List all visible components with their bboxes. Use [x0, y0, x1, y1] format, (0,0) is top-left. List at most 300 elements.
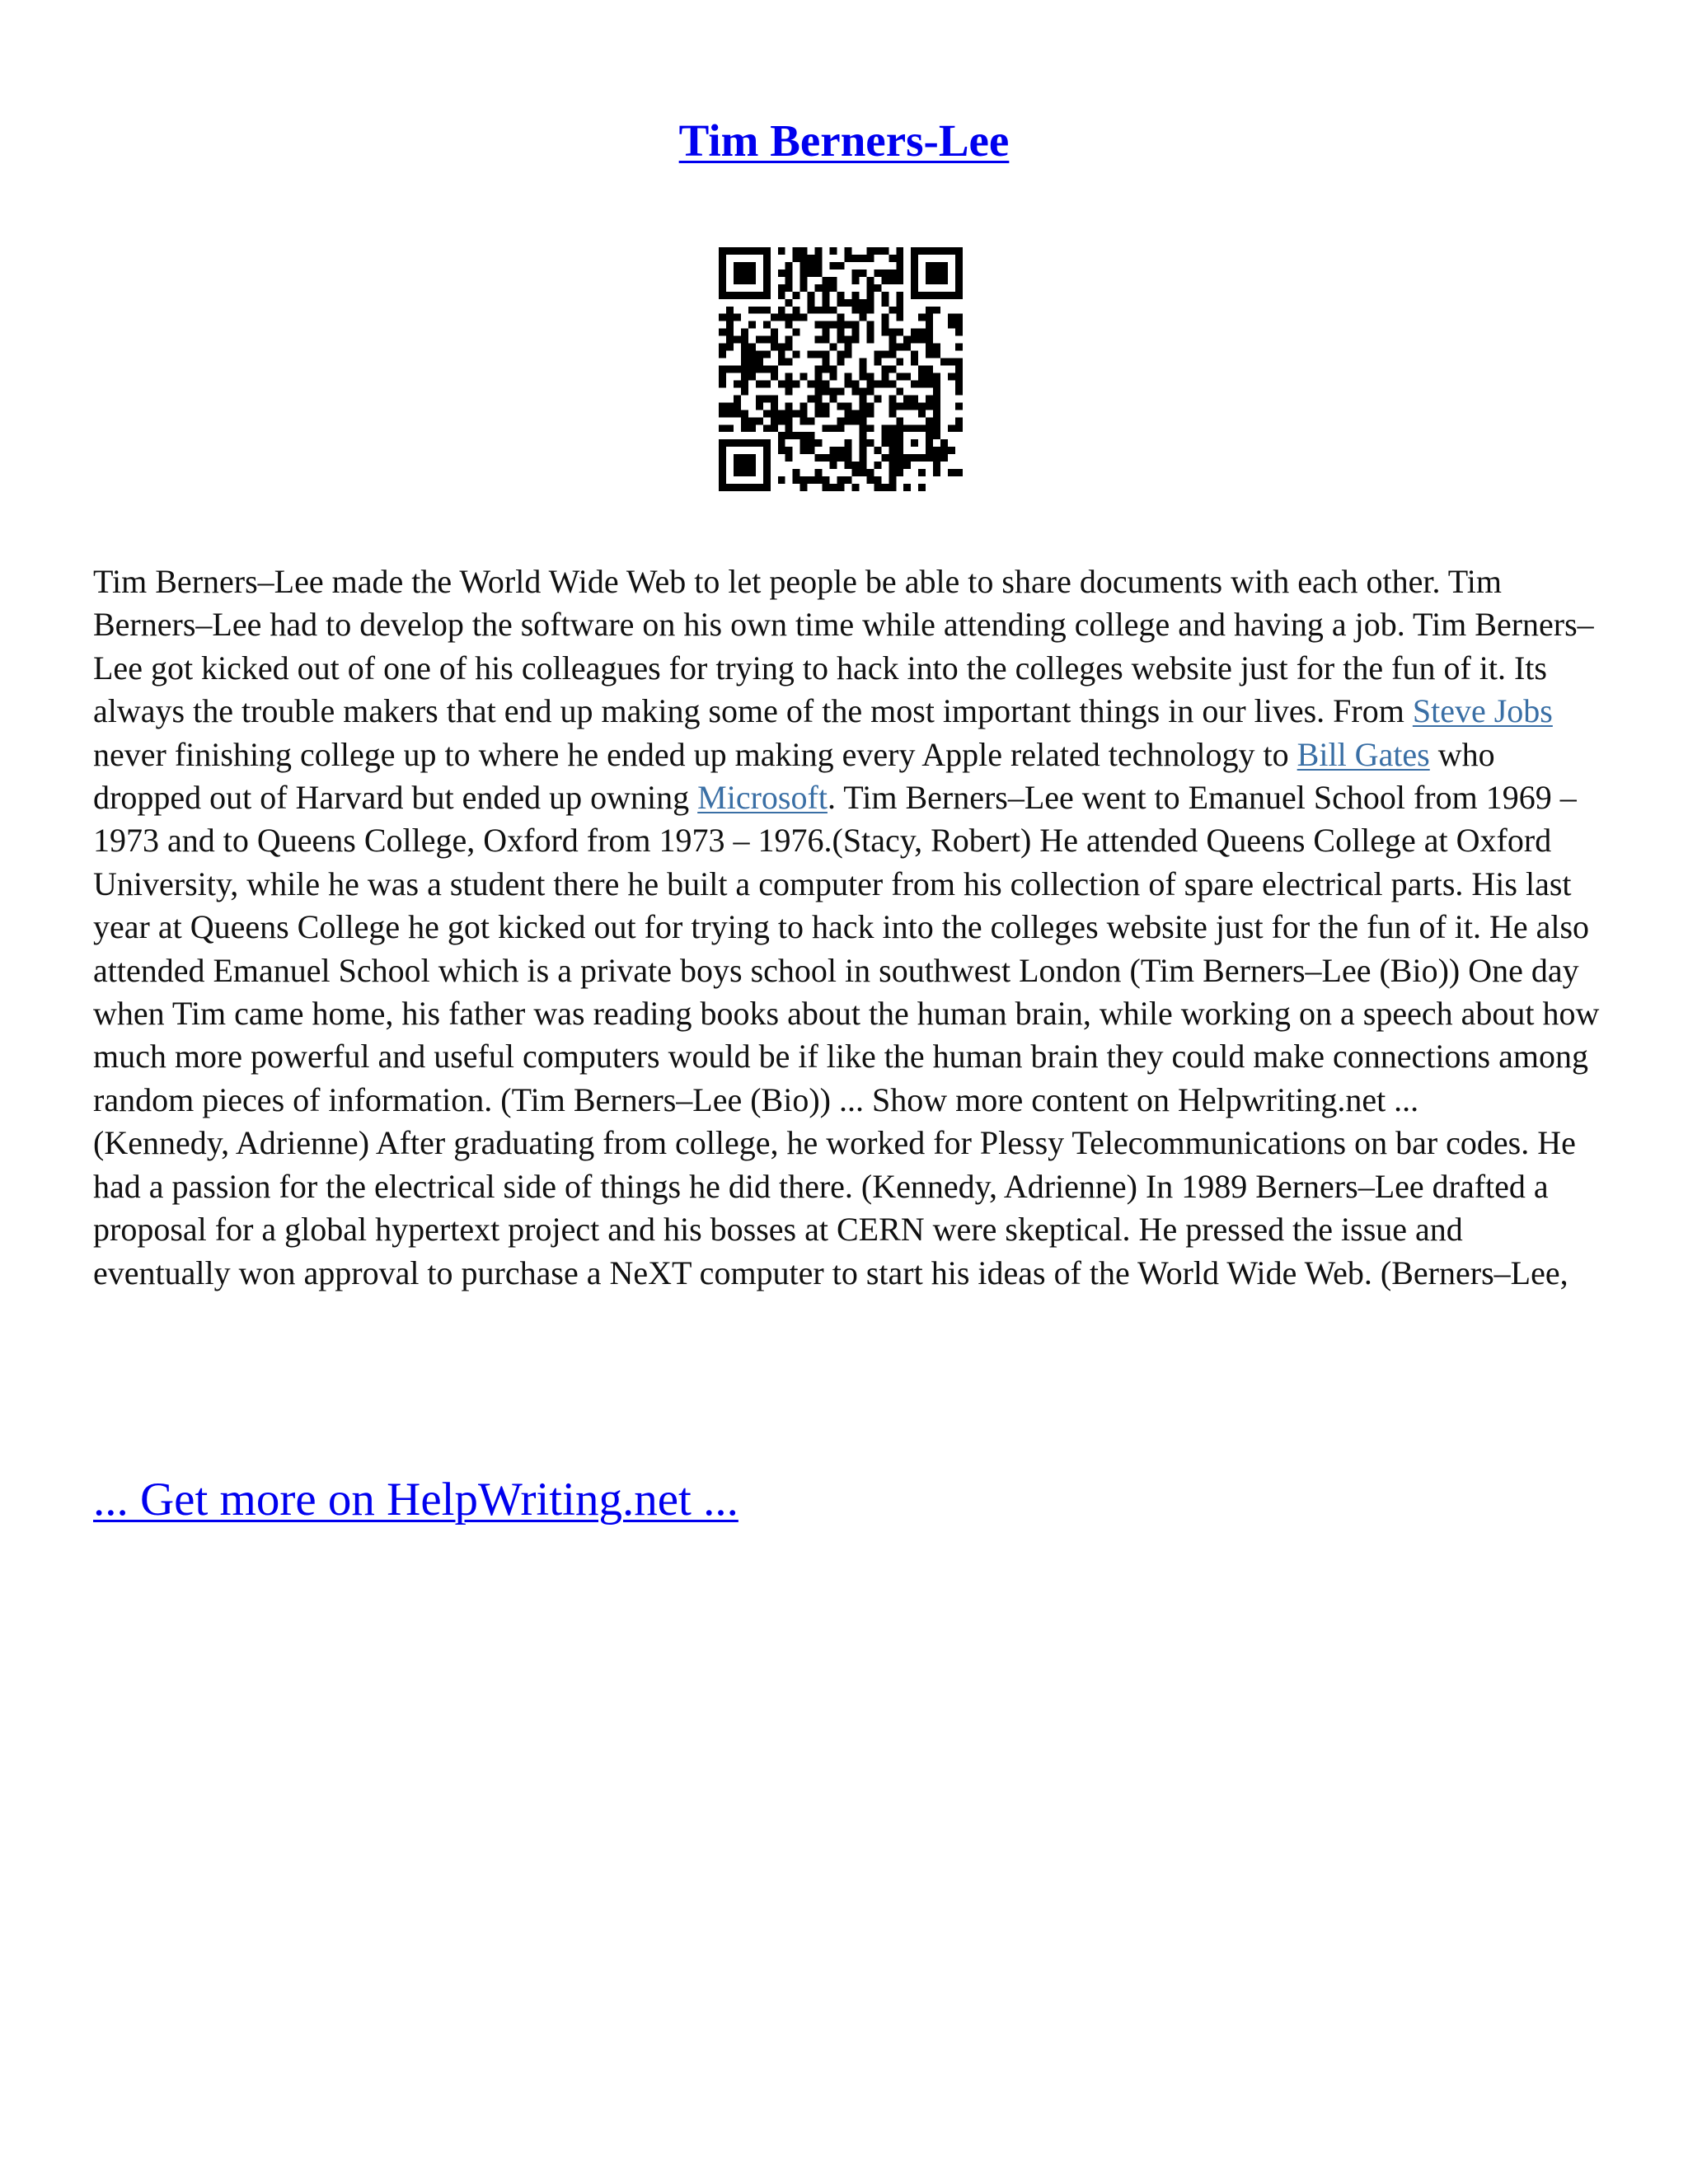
- qr-module: [859, 395, 866, 402]
- qr-module: [823, 380, 830, 387]
- qr-module: [844, 255, 851, 262]
- qr-module: [756, 351, 763, 359]
- qr-module: [889, 402, 896, 410]
- qr-module: [785, 380, 793, 387]
- qr-module: [778, 344, 785, 351]
- qr-module: [800, 373, 808, 380]
- qr-module: [808, 292, 815, 299]
- qr-module: [778, 439, 785, 447]
- qr-module: [830, 454, 837, 462]
- qr-finder-inner: [926, 262, 948, 284]
- qr-module: [889, 469, 896, 476]
- qr-module: [926, 351, 933, 359]
- qr-module: [955, 366, 963, 373]
- qr-module: [926, 307, 933, 314]
- qr-module: [933, 351, 940, 359]
- qr-module: [808, 255, 815, 262]
- qr-module: [785, 336, 793, 344]
- get-more-link[interactable]: ... Get more on HelpWriting.net ...: [93, 1474, 738, 1526]
- qr-module: [896, 344, 903, 351]
- qr-module: [830, 284, 837, 292]
- qr-module: [918, 380, 926, 387]
- qr-module: [778, 476, 785, 484]
- qr-module: [823, 284, 830, 292]
- bill-gates-link[interactable]: Bill Gates: [1296, 735, 1430, 773]
- qr-module: [741, 329, 748, 336]
- qr-module: [926, 344, 933, 351]
- qr-module: [837, 402, 845, 410]
- qr-module: [785, 387, 793, 395]
- qr-module: [933, 373, 940, 380]
- qr-module: [926, 321, 933, 329]
- qr-module: [874, 395, 881, 402]
- qr-module: [844, 417, 851, 424]
- qr-module: [785, 424, 793, 432]
- qr-module: [800, 255, 808, 262]
- qr-module: [903, 484, 911, 491]
- qr-module: [837, 424, 845, 432]
- qr-module: [889, 476, 896, 484]
- qr-module: [881, 269, 889, 277]
- qr-module: [933, 454, 940, 462]
- qr-module: [889, 277, 896, 284]
- qr-module: [859, 454, 866, 462]
- qr-module: [719, 402, 726, 410]
- qr-module: [918, 366, 926, 373]
- qr-module: [940, 359, 948, 366]
- qr-module: [785, 454, 793, 462]
- qr-module: [851, 336, 859, 344]
- qr-module: [800, 284, 808, 292]
- qr-module: [837, 262, 845, 269]
- qr-module: [896, 247, 903, 255]
- qr-module: [889, 380, 896, 387]
- qr-module: [874, 247, 881, 255]
- qr-module: [851, 410, 859, 417]
- qr-module: [793, 351, 800, 359]
- qr-module: [771, 373, 778, 380]
- qr-module: [823, 321, 830, 329]
- qr-module: [830, 321, 837, 329]
- qr-module: [911, 329, 918, 336]
- qr-module: [874, 462, 881, 469]
- qr-module: [837, 484, 845, 491]
- qr-module: [741, 359, 748, 366]
- qr-module: [815, 307, 823, 314]
- qr-module: [851, 277, 859, 284]
- qr-module: [889, 462, 896, 469]
- qr-module: [741, 380, 748, 387]
- qr-module: [808, 395, 815, 402]
- qr-module: [763, 351, 771, 359]
- qr-module: [926, 329, 933, 336]
- qr-module: [948, 359, 955, 366]
- qr-module: [823, 292, 830, 299]
- qr-module: [785, 277, 793, 284]
- qr-module: [859, 387, 866, 395]
- qr-module: [874, 351, 881, 359]
- qr-module: [866, 380, 874, 387]
- qr-module: [734, 402, 741, 410]
- qr-module: [734, 366, 741, 373]
- qr-module: [866, 402, 874, 410]
- qr-module: [726, 410, 734, 417]
- qr-module: [800, 410, 808, 417]
- qr-module: [911, 351, 918, 359]
- qr-module: [918, 336, 926, 344]
- qr-module: [859, 366, 866, 373]
- qr-module: [793, 292, 800, 299]
- qr-module: [771, 344, 778, 351]
- qr-module: [815, 351, 823, 359]
- qr-module: [859, 439, 866, 447]
- qr-module: [851, 329, 859, 336]
- qr-module: [778, 284, 785, 292]
- qr-module: [881, 424, 889, 432]
- qr-module: [726, 424, 734, 432]
- qr-module: [823, 299, 830, 307]
- qr-module: [844, 247, 851, 255]
- qr-module: [859, 424, 866, 432]
- qr-module: [748, 344, 756, 351]
- qr-module: [808, 380, 815, 387]
- qr-module: [793, 329, 800, 336]
- qr-module: [808, 262, 815, 269]
- qr-module: [881, 314, 889, 321]
- qr-module: [851, 469, 859, 476]
- qr-module: [719, 366, 726, 373]
- qr-module: [844, 373, 851, 380]
- qr-module: [955, 469, 963, 476]
- qr-module: [866, 387, 874, 395]
- qr-module: [918, 329, 926, 336]
- qr-module: [866, 299, 874, 307]
- qr-module: [948, 469, 955, 476]
- qr-module: [851, 462, 859, 469]
- qr-module: [881, 380, 889, 387]
- qr-module: [815, 476, 823, 484]
- qr-module: [793, 469, 800, 476]
- qr-module: [823, 277, 830, 284]
- qr-module: [859, 432, 866, 439]
- qr-module: [734, 336, 741, 344]
- qr-module: [815, 439, 823, 447]
- qr-module: [859, 373, 866, 380]
- qr-module: [823, 402, 830, 410]
- qr-align-inner: [911, 439, 918, 447]
- microsoft-link[interactable]: Microsoft: [697, 779, 828, 817]
- qr-module: [785, 402, 793, 410]
- qr-module: [756, 336, 763, 344]
- qr-module: [844, 321, 851, 329]
- qr-module: [918, 373, 926, 380]
- qr-module: [889, 395, 896, 402]
- qr-code-icon: [719, 247, 963, 491]
- qr-module: [837, 329, 845, 336]
- qr-module: [933, 307, 940, 314]
- qr-module: [741, 387, 748, 395]
- get-more-paragraph: [93, 1472, 738, 1528]
- qr-module: [808, 447, 815, 454]
- qr-module: [719, 380, 726, 387]
- qr-module: [866, 321, 874, 329]
- qr-module: [844, 402, 851, 410]
- qr-module: [815, 321, 823, 329]
- qr-module: [859, 269, 866, 277]
- qr-module: [933, 469, 940, 476]
- qr-module: [851, 417, 859, 424]
- qr-module: [785, 373, 793, 380]
- qr-module: [933, 344, 940, 351]
- qr-module: [785, 359, 793, 366]
- qr-module: [933, 462, 940, 469]
- qr-module: [874, 269, 881, 277]
- qr-module: [830, 462, 837, 469]
- qr-module: [800, 484, 808, 491]
- qr-module: [815, 373, 823, 380]
- qr-module: [785, 447, 793, 454]
- qr-module: [741, 373, 748, 380]
- qr-module: [918, 469, 926, 476]
- qr-module: [837, 336, 845, 344]
- qr-module: [844, 447, 851, 454]
- qr-module: [785, 299, 793, 307]
- qr-module: [815, 247, 823, 255]
- body-text-segment-3: who dropped out of Harvard but ended up owning: [93, 735, 1495, 817]
- qr-module: [837, 292, 845, 299]
- qr-module: [866, 469, 874, 476]
- qr-module: [933, 417, 940, 424]
- qr-module: [866, 284, 874, 292]
- qr-module: [896, 269, 903, 277]
- qr-module: [874, 476, 881, 484]
- title-link[interactable]: Tim Berners-Lee: [678, 115, 1010, 166]
- qr-module: [808, 439, 815, 447]
- qr-module: [763, 321, 771, 329]
- qr-module: [726, 329, 734, 336]
- qr-module: [823, 424, 830, 432]
- qr-module: [933, 380, 940, 387]
- qr-module: [785, 284, 793, 292]
- qr-module: [926, 380, 933, 387]
- qr-module: [785, 269, 793, 277]
- qr-module: [726, 344, 734, 351]
- body-text-segment-4: . Tim Berners–Lee went to Emanuel School from 1969 – 1973 and to Queens College, Oxford from 1973 – 1976.(Stacy, Robert) He attended Queens College at Oxford University, while he was a student there he built a computer from his collection of spare electrical parts. His last year at Queens College he got kicked out for trying to hack into the colleges website just for the fun of it. He also attended Emanuel School which is a private boys school in southwest London (Tim Berners–Lee (Bio)) One day when Tim came home, his father was reading books about the human brain, while working on a speech about how much more powerful and useful computers would be if like the human brain they could make connections among random pieces of information. (Tim Berners–Lee (Bio)) ... Show more content on Helpwriting.net ...: [93, 779, 1600, 1118]
- qr-module: [926, 417, 933, 424]
- qr-module: [830, 307, 837, 314]
- qr-module: [889, 269, 896, 277]
- qr-module: [955, 387, 963, 395]
- qr-module: [851, 380, 859, 387]
- qr-module: [926, 373, 933, 380]
- qr-module: [771, 410, 778, 417]
- qr-module: [800, 432, 808, 439]
- qr-module: [837, 359, 845, 366]
- qr-module: [881, 277, 889, 284]
- qr-module: [756, 380, 763, 387]
- qr-module: [719, 314, 726, 321]
- qr-module: [889, 439, 896, 447]
- qr-module: [903, 462, 911, 469]
- qr-module: [793, 410, 800, 417]
- qr-module: [830, 277, 837, 284]
- qr-module: [889, 410, 896, 417]
- qr-module: [926, 395, 933, 402]
- qr-module: [808, 269, 815, 277]
- qr-module: [896, 292, 903, 299]
- qr-module: [881, 373, 889, 380]
- qr-module: [844, 476, 851, 484]
- qr-module: [785, 314, 793, 321]
- qr-module: [955, 329, 963, 336]
- qr-module: [830, 387, 837, 395]
- qr-module: [800, 314, 808, 321]
- qr-module: [896, 387, 903, 395]
- qr-module: [800, 269, 808, 277]
- qr-module: [756, 395, 763, 402]
- qr-module: [926, 402, 933, 410]
- qr-module: [859, 462, 866, 469]
- qr-module: [851, 484, 859, 491]
- qr-module: [933, 387, 940, 395]
- qr-module: [756, 402, 763, 410]
- qr-module: [889, 447, 896, 454]
- qr-module: [896, 373, 903, 380]
- qr-module: [918, 402, 926, 410]
- qr-module: [837, 299, 845, 307]
- qr-module: [756, 417, 763, 424]
- qr-module: [955, 314, 963, 321]
- qr-module: [940, 439, 948, 447]
- qr-module: [793, 476, 800, 484]
- qr-module: [866, 373, 874, 380]
- qr-module: [823, 336, 830, 344]
- qr-module: [911, 380, 918, 387]
- qr-module: [844, 336, 851, 344]
- qr-module: [823, 351, 830, 359]
- qr-module: [874, 484, 881, 491]
- qr-module: [866, 424, 874, 432]
- qr-module: [800, 262, 808, 269]
- qr-module: [948, 447, 955, 454]
- qr-module: [911, 395, 918, 402]
- qr-module: [719, 373, 726, 380]
- qr-module: [734, 380, 741, 387]
- qr-module: [889, 454, 896, 462]
- qr-module: [815, 255, 823, 262]
- qr-module: [800, 402, 808, 410]
- qr-module: [911, 359, 918, 366]
- qr-module: [874, 284, 881, 292]
- qr-module: [881, 321, 889, 329]
- body-text-segment-5: (Kennedy, Adrienne) After graduating from college, he worked for Plessy Telecommunications on bar codes. He had a passion for the electrical side of things he did there. (Kennedy, Adrienne) In 1989 Berners–Lee drafted a proposal for a global hypertext project and his bosses at CERN were skeptical. He pressed the issue and eventually won approval to purchase a NeXT computer to start his ideas of the World Wide Web. (Berners–Lee,: [93, 1124, 1576, 1291]
- qr-module: [889, 424, 896, 432]
- qr-module: [844, 380, 851, 387]
- qr-module: [844, 410, 851, 417]
- qr-module: [837, 447, 845, 454]
- qr-module: [741, 351, 748, 359]
- qr-module: [763, 307, 771, 314]
- body-paragraph: [93, 560, 1601, 1295]
- qr-module: [837, 476, 845, 484]
- qr-module: [866, 439, 874, 447]
- qr-module: [778, 432, 785, 439]
- qr-module: [823, 366, 830, 373]
- qr-finder-inner: [734, 454, 756, 476]
- qr-module: [933, 402, 940, 410]
- qr-module: [866, 307, 874, 314]
- body-text-segment-1: Tim Berners–Lee made the World Wide Web to let people be able to share documents with each other. Tim Berners–Lee had to develop the software on his own time while attending college and having a job. Tim Berners–Lee got kicked out of one of his colleagues for trying to hack into the colleges website just for the fun of it. Its always the trouble makers that end up making some of the most important things in our lives. From: [93, 563, 1594, 730]
- qr-module: [741, 344, 748, 351]
- qr-module: [844, 462, 851, 469]
- qr-module: [719, 351, 726, 359]
- qr-module: [830, 366, 837, 373]
- qr-module: [726, 402, 734, 410]
- qr-module: [948, 373, 955, 380]
- qr-module: [859, 359, 866, 366]
- qr-module: [748, 359, 756, 366]
- qr-module: [896, 359, 903, 366]
- qr-module: [933, 410, 940, 417]
- qr-module: [830, 373, 837, 380]
- qr-module: [881, 439, 889, 447]
- qr-module: [911, 336, 918, 344]
- qr-module: [800, 447, 808, 454]
- qr-module: [940, 454, 948, 462]
- qr-module: [859, 410, 866, 417]
- qr-module: [859, 447, 866, 454]
- qr-module: [896, 255, 903, 262]
- qr-module: [918, 410, 926, 417]
- qr-module: [830, 484, 837, 491]
- qr-module: [866, 277, 874, 284]
- qr-module: [778, 410, 785, 417]
- qr-module: [808, 417, 815, 424]
- qr-module: [763, 380, 771, 387]
- qr-module: [823, 476, 830, 484]
- qr-module: [771, 336, 778, 344]
- qr-module: [734, 314, 741, 321]
- qr-module: [881, 484, 889, 491]
- steve-jobs-link[interactable]: Steve Jobs: [1412, 692, 1553, 730]
- qr-module: [866, 476, 874, 484]
- qr-module: [815, 395, 823, 402]
- qr-module: [778, 314, 785, 321]
- qr-module: [771, 395, 778, 402]
- qr-module: [874, 447, 881, 454]
- qr-module: [837, 321, 845, 329]
- qr-module: [808, 307, 815, 314]
- qr-module: [955, 424, 963, 432]
- qr-module: [734, 395, 741, 402]
- qr-module: [889, 336, 896, 344]
- qr-module: [778, 359, 785, 366]
- qr-module: [889, 484, 896, 491]
- qr-module: [793, 247, 800, 255]
- qr-module: [778, 447, 785, 454]
- qr-module: [830, 262, 837, 269]
- qr-module: [955, 359, 963, 366]
- qr-module: [844, 344, 851, 351]
- qr-module: [785, 321, 793, 329]
- qr-module: [823, 307, 830, 314]
- qr-module: [815, 262, 823, 269]
- qr-module: [830, 344, 837, 351]
- qr-module: [851, 292, 859, 299]
- qr-module: [726, 366, 734, 373]
- qr-module: [823, 484, 830, 491]
- qr-module: [830, 395, 837, 402]
